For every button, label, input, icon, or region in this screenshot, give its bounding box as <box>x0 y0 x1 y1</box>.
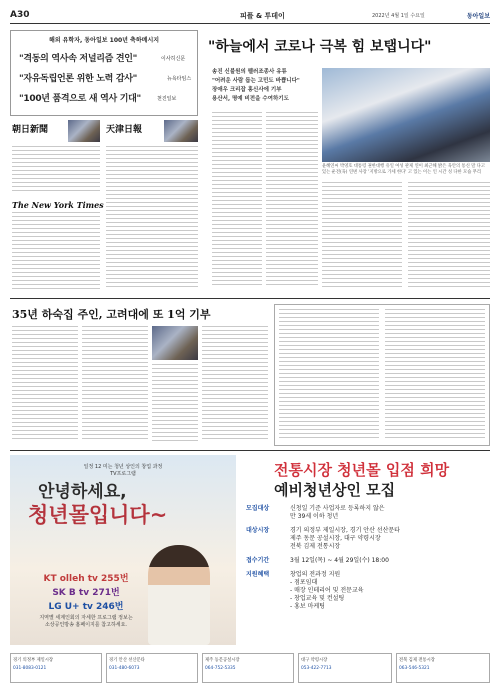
ad-top-line-2: TV프로그램 <box>110 471 136 477</box>
feature-headline: "하늘에서 코로나 극복 힘 보탭니다" <box>208 39 432 55</box>
story2-headline: 35년 하숙집 주인, 고려대에 또 1억 기부 <box>12 308 211 321</box>
recruit-title: 예비청년상인 모집 <box>274 481 396 499</box>
section-divider <box>10 298 490 299</box>
ad-title: 청년몰입니다~ <box>28 503 168 527</box>
quote-3: "100년 품격으로 새 역사 기대" <box>19 94 141 104</box>
text-column <box>12 146 100 196</box>
quote-2-author: 뉴욕타임스 <box>167 76 192 82</box>
asahi-logo: 朝日新聞 <box>12 125 49 135</box>
section-title: 피플 & 투데이 <box>240 12 285 20</box>
ad-top-line: 일정 12 미는 청년 상인의 창업 과정 <box>83 464 163 470</box>
notice-box <box>274 304 490 446</box>
feature-subheads: 송진 신불원의 펠러조종사 유튜 "어려운 사람 돕는 고민도 바쁩니다" 장애우 크리잡 홍신사에 기부 용산서, 명예 비전을 수여하기도 <box>212 69 300 102</box>
recruit-row: - 홍보 마케팅 <box>290 603 325 610</box>
text-column <box>82 326 148 444</box>
tianjin-logo: 天津日報 <box>106 125 143 135</box>
feature-photo-caption: 윤혜연씨 박영호 대통령 권한대행 유일 여성 관제 연이 최근해 밝은 육안의 통신 말 다고 있는 운전(육) 연변 사장 '지방으로 가세 한다' 고 있는 이는 인 시간 성 다한 모습 무리 <box>322 164 486 175</box>
quote-1: "격동의 역사속 저널리즘 견인" <box>19 54 138 64</box>
asahi-portrait <box>68 120 100 142</box>
channel-kt: KT olleh tv 255번 <box>43 574 129 584</box>
ad-tv-program <box>10 455 236 645</box>
quote-3-author: 천진일보 <box>157 96 177 102</box>
recruit-row: - 점포임대 <box>290 579 318 586</box>
contact-box: 경기 의정부 제일시장 031-8083-0121 <box>10 653 102 683</box>
congrats-title: 해외 유학자, 동아일보 100년 축하메시지 <box>48 37 160 44</box>
recruit-row: 모집대상 신청일 기준 사업자로 등록하지 않은 <box>246 505 385 512</box>
text-column <box>212 112 262 292</box>
advertisement <box>10 450 490 686</box>
contact-box: 전북 김제 전통시장 063-546-5321 <box>396 653 490 683</box>
page-header <box>10 8 490 24</box>
ad-greeting: 안녕하세요, <box>38 482 127 502</box>
tianjin-portrait <box>164 120 198 142</box>
ad-person-image <box>148 545 210 645</box>
quote-1-author: 이사히신문 <box>161 56 186 62</box>
nyt-logo: The New York Times <box>12 200 104 210</box>
text-column <box>202 326 268 444</box>
contact-box: 제주 동문공설시장 064-752-5335 <box>202 653 294 683</box>
recruit-row: 지원혜택 창업의 전과정 지원 <box>246 571 341 578</box>
text-column <box>106 146 198 294</box>
contact-box: 대구 약령시장 053-422-7713 <box>298 653 392 683</box>
congrats-box <box>10 30 198 116</box>
text-column <box>12 326 78 444</box>
recruit-row: 제주 동문 공설시장, 대구 약령시장 <box>290 535 381 542</box>
ad-recruitment <box>242 455 490 645</box>
channel-lgu: LG U+ tv 246번 <box>48 602 124 612</box>
text-column <box>152 364 198 444</box>
channel-skb: SK B tv 271번 <box>52 588 120 598</box>
issue-date: 2022년 4월 1일 수요일 <box>372 13 425 19</box>
donor-photo <box>152 326 198 360</box>
text-column <box>408 182 490 292</box>
newspaper-name: 동아일보 <box>466 13 490 20</box>
recruit-row: - 매장 인테리어 및 전문교육 <box>290 587 364 594</box>
text-column <box>266 112 318 292</box>
recruit-row: 전북 김제 전통시장 <box>290 543 341 550</box>
feature-photo <box>322 68 490 162</box>
recruit-row: 접수기간 3월 12일(목) ~ 4월 29일(수) 18:00 <box>246 557 389 564</box>
text-column <box>12 212 100 294</box>
ad-footnote: 지역별 세계인회의 자세한 프로그램 정보는 소상공인방송 홈페이지를 참고하세요. <box>39 615 133 628</box>
quote-2: "자유독립언론 위한 노력 감사" <box>19 74 138 84</box>
page-number: A30 <box>10 10 30 20</box>
recruit-row: - 창업교육 및 컨설팅 <box>290 595 345 602</box>
recruit-headline: 전통시장 청년몰 입점 희망 <box>274 461 450 479</box>
text-column <box>279 309 379 441</box>
text-column <box>322 182 402 292</box>
recruit-row: 만 39세 이하 청년 <box>290 513 339 520</box>
recruit-row: 대상시장 경기 의정부 제일시장, 경기 안산 선산문타 <box>246 527 400 534</box>
contact-box: 경기 안산 선산문타 031-480-6073 <box>106 653 198 683</box>
text-column <box>385 309 485 441</box>
